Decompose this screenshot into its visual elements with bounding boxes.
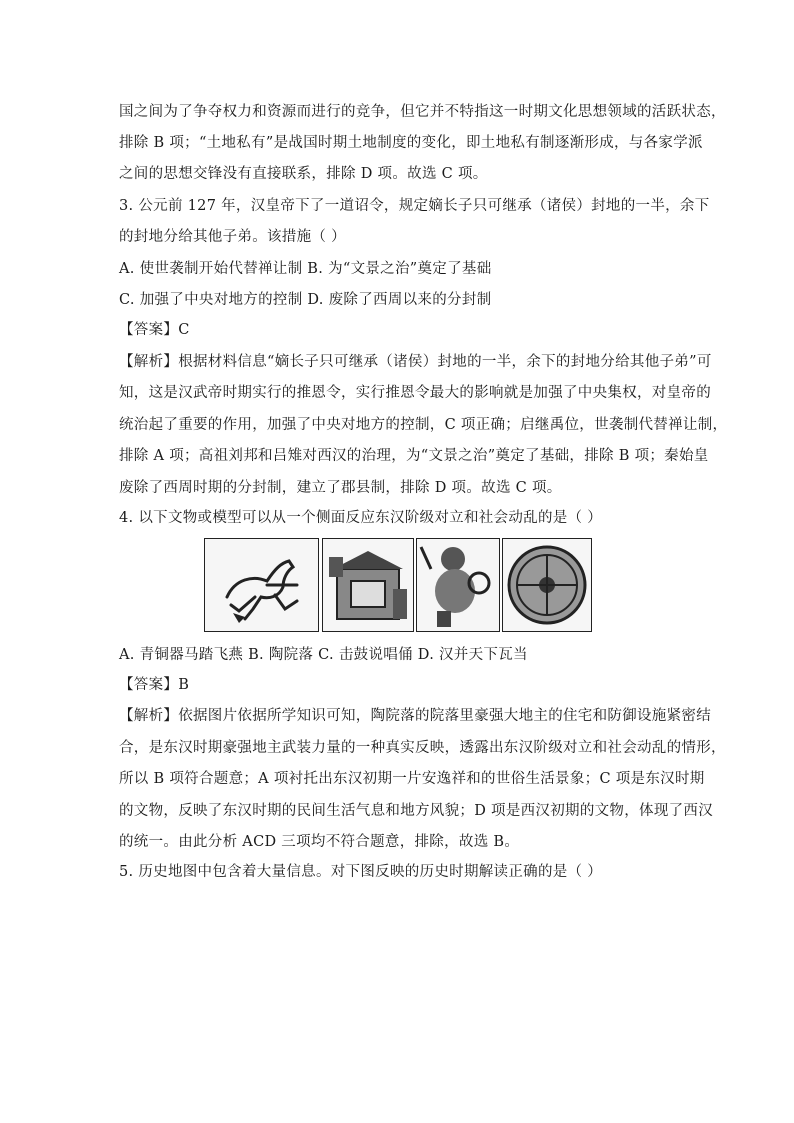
analysis-text: 所以 B 项符合题意；A 项衬托出东汉初期一片安逸祥和的世俗生活景象；C 项是东汉时期 bbox=[119, 771, 705, 787]
drum-storyteller-figurine-image bbox=[416, 538, 500, 632]
analysis-text: 知，这是汉武帝时期实行的推恩令，实行推恩令最大的影响就是加强了中央集权，对皇帝的 bbox=[119, 385, 711, 401]
question-3-stem: 的封地分给其他子弟。该措施（ ） bbox=[119, 229, 346, 245]
question-4-stem: 4. 以下文物或模型可以从一个侧面反应东汉阶级对立和社会动乱的是（ ） bbox=[119, 510, 603, 526]
answer-label: 【答案】C bbox=[119, 322, 190, 338]
analysis-text: 【解析】根据材料信息“嫡长子只可继承（诸侯）封地的一半，余下的封地分给其他子弟”可 bbox=[119, 354, 712, 370]
bronze-galloping-horse-image bbox=[204, 538, 319, 632]
answer-label: 【答案】B bbox=[119, 677, 190, 693]
question-5-stem: 5. 历史地图中包含着大量信息。对下图反映的历史时期解读正确的是（ ） bbox=[119, 864, 603, 880]
question-4-options: A. 青铜器马踏飞燕 B. 陶院落 C. 击鼓说唱俑 D. 汉并天下瓦当 bbox=[119, 647, 528, 663]
analysis-text: 废除了西周时期的分封制，建立了郡县制，排除 D 项。故选 C 项。 bbox=[119, 480, 562, 496]
analysis-text: 统治起了重要的作用，加强了中央对地方的控制，C 项正确；启继禹位，世袭制代替禅让制， bbox=[119, 417, 728, 433]
pottery-courtyard-image bbox=[322, 538, 414, 632]
question-3-options: C. 加强了中央对地方的控制 D. 废除了西周以来的分封制 bbox=[119, 292, 492, 308]
analysis-text: 的统一。由此分析 ACD 三项均不符合题意，排除，故选 B。 bbox=[119, 834, 520, 850]
text-line: 之间的思想交锋没有直接联系，排除 D 项。故选 C 项。 bbox=[119, 166, 488, 182]
analysis-text: 合，是东汉时期豪强地主武装力量的一种真实反映，透露出东汉阶级对立和社会动乱的情形， bbox=[119, 740, 726, 756]
analysis-text: 【解析】依据图片依据所学知识可知，陶院落的院落里豪强大地主的住宅和防御设施紧密结 bbox=[119, 708, 711, 724]
analysis-text: 排除 A 项；高祖刘邦和吕雉对西汉的治理，为“文景之治”奠定了基础，排除 B 项；秦始皇 bbox=[119, 448, 709, 464]
question-3-options: A. 使世袭制开始代替禅让制 B. 为“文景之治”奠定了基础 bbox=[119, 261, 492, 277]
analysis-text: 的文物，反映了东汉时期的民间生活气息和地方风貌；D 项是西汉初期的文物，体现了西汉 bbox=[119, 803, 714, 819]
text-line: 国之间为了争夺权力和资源而进行的竞争，但它并不特指这一时期文化思想领域的活跃状态， bbox=[119, 104, 726, 120]
artifact-figure-row bbox=[204, 538, 592, 632]
han-tile-end-image bbox=[502, 538, 592, 632]
question-3-stem: 3. 公元前 127 年，汉皇帝下了一道诏令，规定嫡长子只可继承（诸侯）封地的一半，余下 bbox=[119, 198, 710, 214]
text-line: 排除 B 项；“土地私有”是战国时期土地制度的变化，即土地私有制逐渐形成，与各家学派 bbox=[119, 135, 703, 151]
